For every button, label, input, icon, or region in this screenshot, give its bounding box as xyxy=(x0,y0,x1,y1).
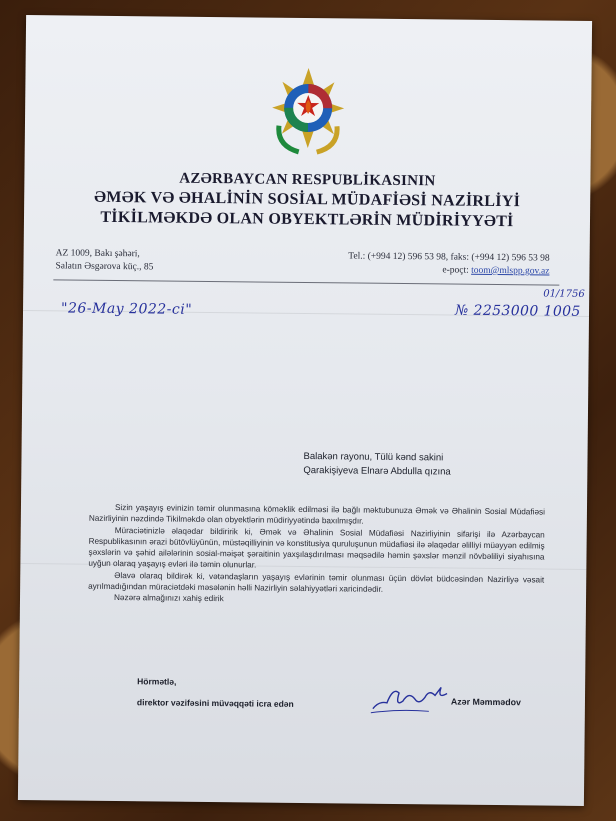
header-line-2: ƏMƏK VƏ ƏHALİNİN SOSİAL MÜDAFİƏSİ NAZİRLİYİ xyxy=(94,188,521,211)
address-line-1: AZ 1009, Bakı şəhəri, xyxy=(55,248,140,260)
header-line-1: AZƏRBAYCAN RESPUBLİKASININ xyxy=(179,170,436,190)
recipient-line-1: Balakən rayonu, Tülü kənd sakini xyxy=(303,450,444,464)
header-line-3: TİKİLMƏKDƏ OLAN OBYEKTLƏRİN MÜDİRİYYƏTİ xyxy=(100,208,514,231)
recipient-line-2: Qarakişiyeva Elnarə Abdulla qızına xyxy=(303,464,451,478)
paragraph-4: Nəzərə almağınızı xahiş edirik xyxy=(113,593,224,604)
address-line-2: Salatın Əsgərova küç., 85 xyxy=(55,261,154,273)
contact-info xyxy=(348,250,550,278)
paragraph-2: Müraciətinizlə əlaqədar bildiririk ki, Əmək və Əhalinin Sosial Müdafiəsi Nazirliyinin sifarişi ilə Azərbaycan Respublikasının ərazi bütövlüyünün, müstəqilliyinin və konstitusiya quruluşunun müdafiəsi ilə əlaqədar əlilliyi müəyyən edilmiş şəxslərin və şəhid ailələrinin sosial-məişət şəraitinin yaxşılaşdırılması məqsədilə həmin şəxslər mənzil növbəliliyi siyahısına uyğun olaraq yaşayış evləri ilə təmin olunurlar. xyxy=(88,525,545,570)
recipient-block xyxy=(303,450,451,480)
phone-fax: Tel.: (+994 12) 596 53 98, faks: (+994 12) 596 53 98 xyxy=(348,251,550,264)
postal-address xyxy=(55,247,153,274)
handwritten-document-number: № 2253000 1005 xyxy=(454,302,581,320)
signer-title: direktor vəzifəsini müvəqqəti icra edən xyxy=(136,697,294,709)
letter-body xyxy=(88,502,545,608)
state-emblem-icon xyxy=(269,66,348,157)
handwritten-date: "26-May 2022-ci" xyxy=(60,300,193,318)
paragraph-3: Əlavə olaraq bildirək ki, vətəndaşların yaşayış evlərinin təmir olunması üçün dövlət büdcəsindən Nazirliyə vəsait ayrılmadığından müraciətdəki məsələnin həlli Nazirliyin səlahiyyətləri xaricindədir. xyxy=(88,570,545,594)
email-line xyxy=(348,263,549,278)
header-divider xyxy=(53,279,559,285)
paragraph-1: Sizin yaşayış evinizin təmir olunmasına köməklik edilməsi ilə bağlı məktubunuza Əmək və Əhalinin Sosial Müdafiəsi Nazirliyinin nəzdində Tikilməkdə olan obyektlərin müdiriyyətində baxılmışdır. xyxy=(88,503,545,526)
letter-paper xyxy=(18,15,592,806)
organization-header xyxy=(24,167,591,233)
email-label: e-poçt: xyxy=(442,265,472,276)
handwritten-registry-note: 01/1756 xyxy=(543,288,585,300)
email-link[interactable]: toom@mlspp.gov.az xyxy=(471,265,550,277)
signer-name: Azər Məmmədov xyxy=(450,696,521,708)
closing-regards: Hörmətlə, xyxy=(137,676,177,687)
handwritten-signature xyxy=(369,679,451,718)
